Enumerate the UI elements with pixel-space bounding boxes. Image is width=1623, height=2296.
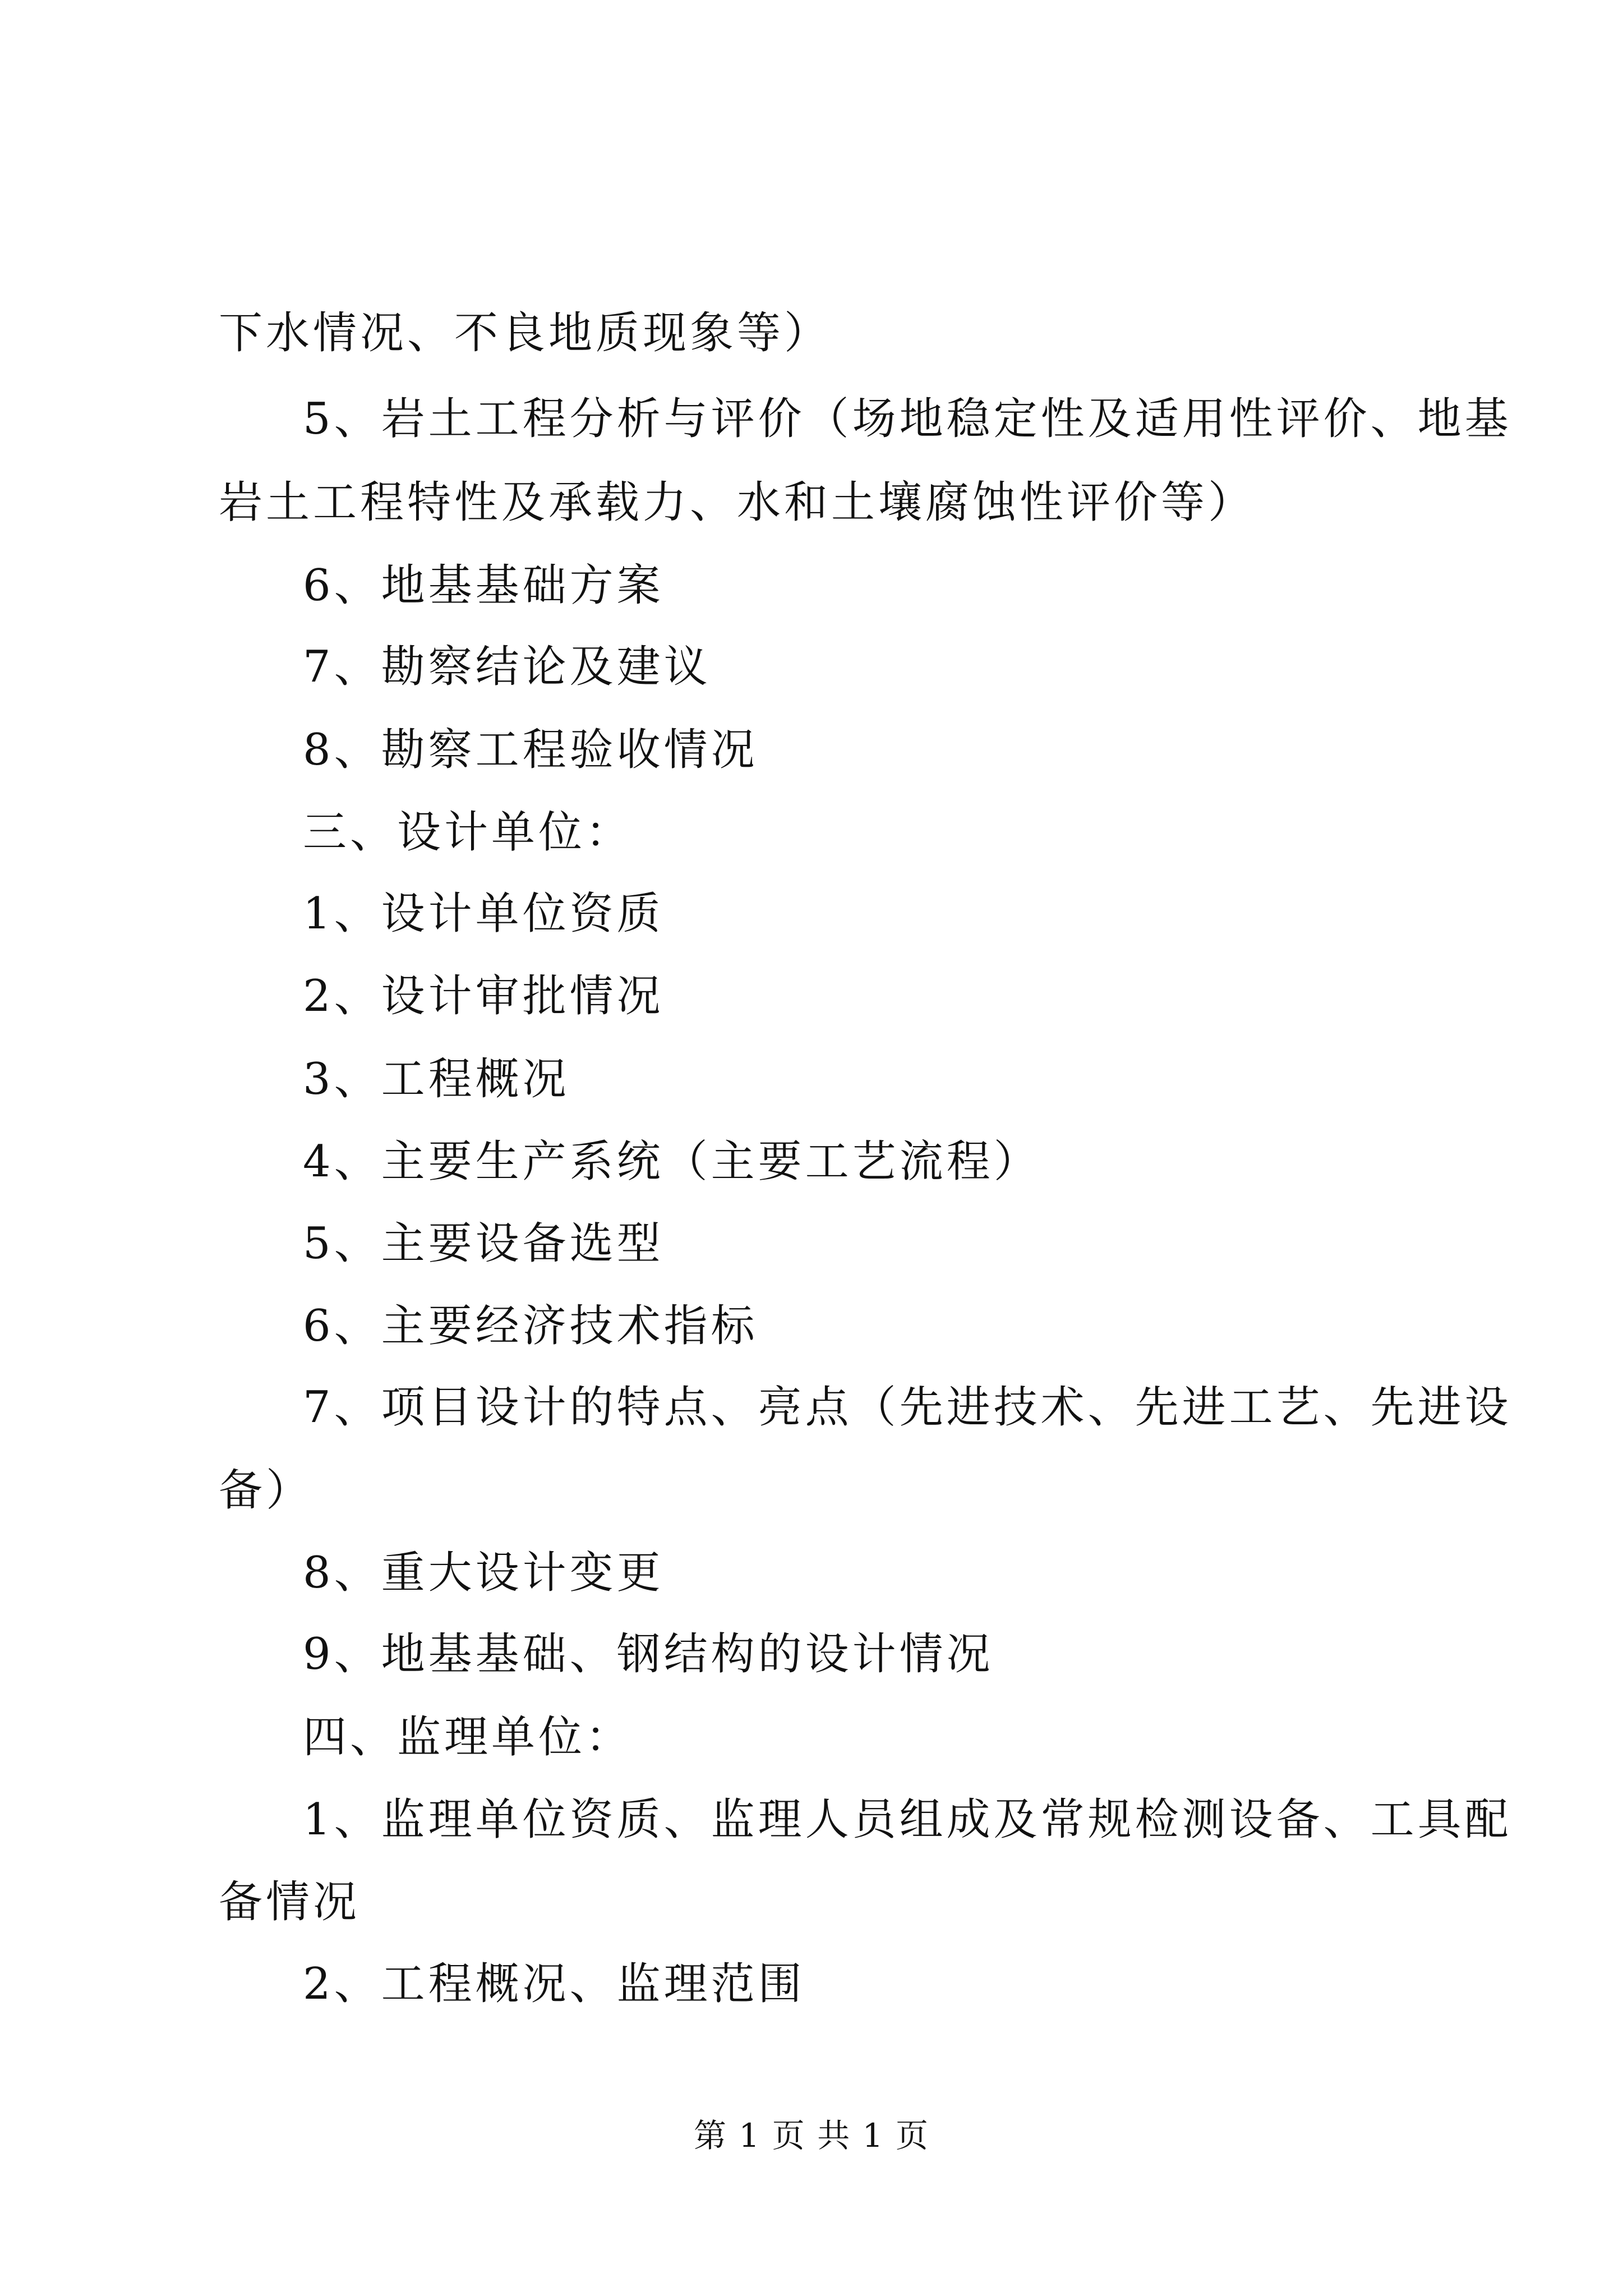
- text-line: 9、地基基础、钢结构的设计情况: [303, 1629, 994, 1680]
- page-footer: 第 1 页 共 1 页: [694, 2116, 929, 2155]
- text-line: 2、工程概况、监理范围: [303, 1959, 805, 2009]
- section-heading: 三、设计单位：: [303, 807, 633, 858]
- text-line: 8、勘察工程验收情况: [303, 725, 758, 775]
- text-line: 2、设计审批情况: [303, 971, 664, 1022]
- text-line: 岩土工程特性及承载力、水和土壤腐蚀性评价等）: [219, 477, 1256, 528]
- text-line: 7、勘察结论及建议: [303, 642, 711, 692]
- text-line: 4、主要生产系统（主要工艺流程）: [303, 1137, 1041, 1187]
- text-line: 备情况: [219, 1877, 361, 1927]
- text-line: 8、重大设计变更: [303, 1548, 664, 1598]
- section-heading: 四、监理单位：: [303, 1712, 633, 1763]
- text-line: 3、工程概况: [303, 1054, 570, 1105]
- text-line: 下水情况、不良地质现象等）: [219, 308, 832, 358]
- text-line: 1、监理单位资质、监理人员组成及常规检测设备、工具配: [303, 1795, 1512, 1845]
- text-line: 7、项目设计的特点、亮点（先进技术、先进工艺、先进设: [303, 1382, 1512, 1433]
- text-line: 5、主要设备选型: [303, 1218, 664, 1269]
- text-line: 1、设计单位资质: [303, 889, 664, 939]
- text-line: 5、岩土工程分析与评价（场地稳定性及适用性评价、地基: [303, 394, 1512, 444]
- text-line: 备）: [219, 1465, 313, 1516]
- text-line: 6、地基基础方案: [303, 560, 664, 611]
- text-line: 6、主要经济技术指标: [303, 1301, 758, 1351]
